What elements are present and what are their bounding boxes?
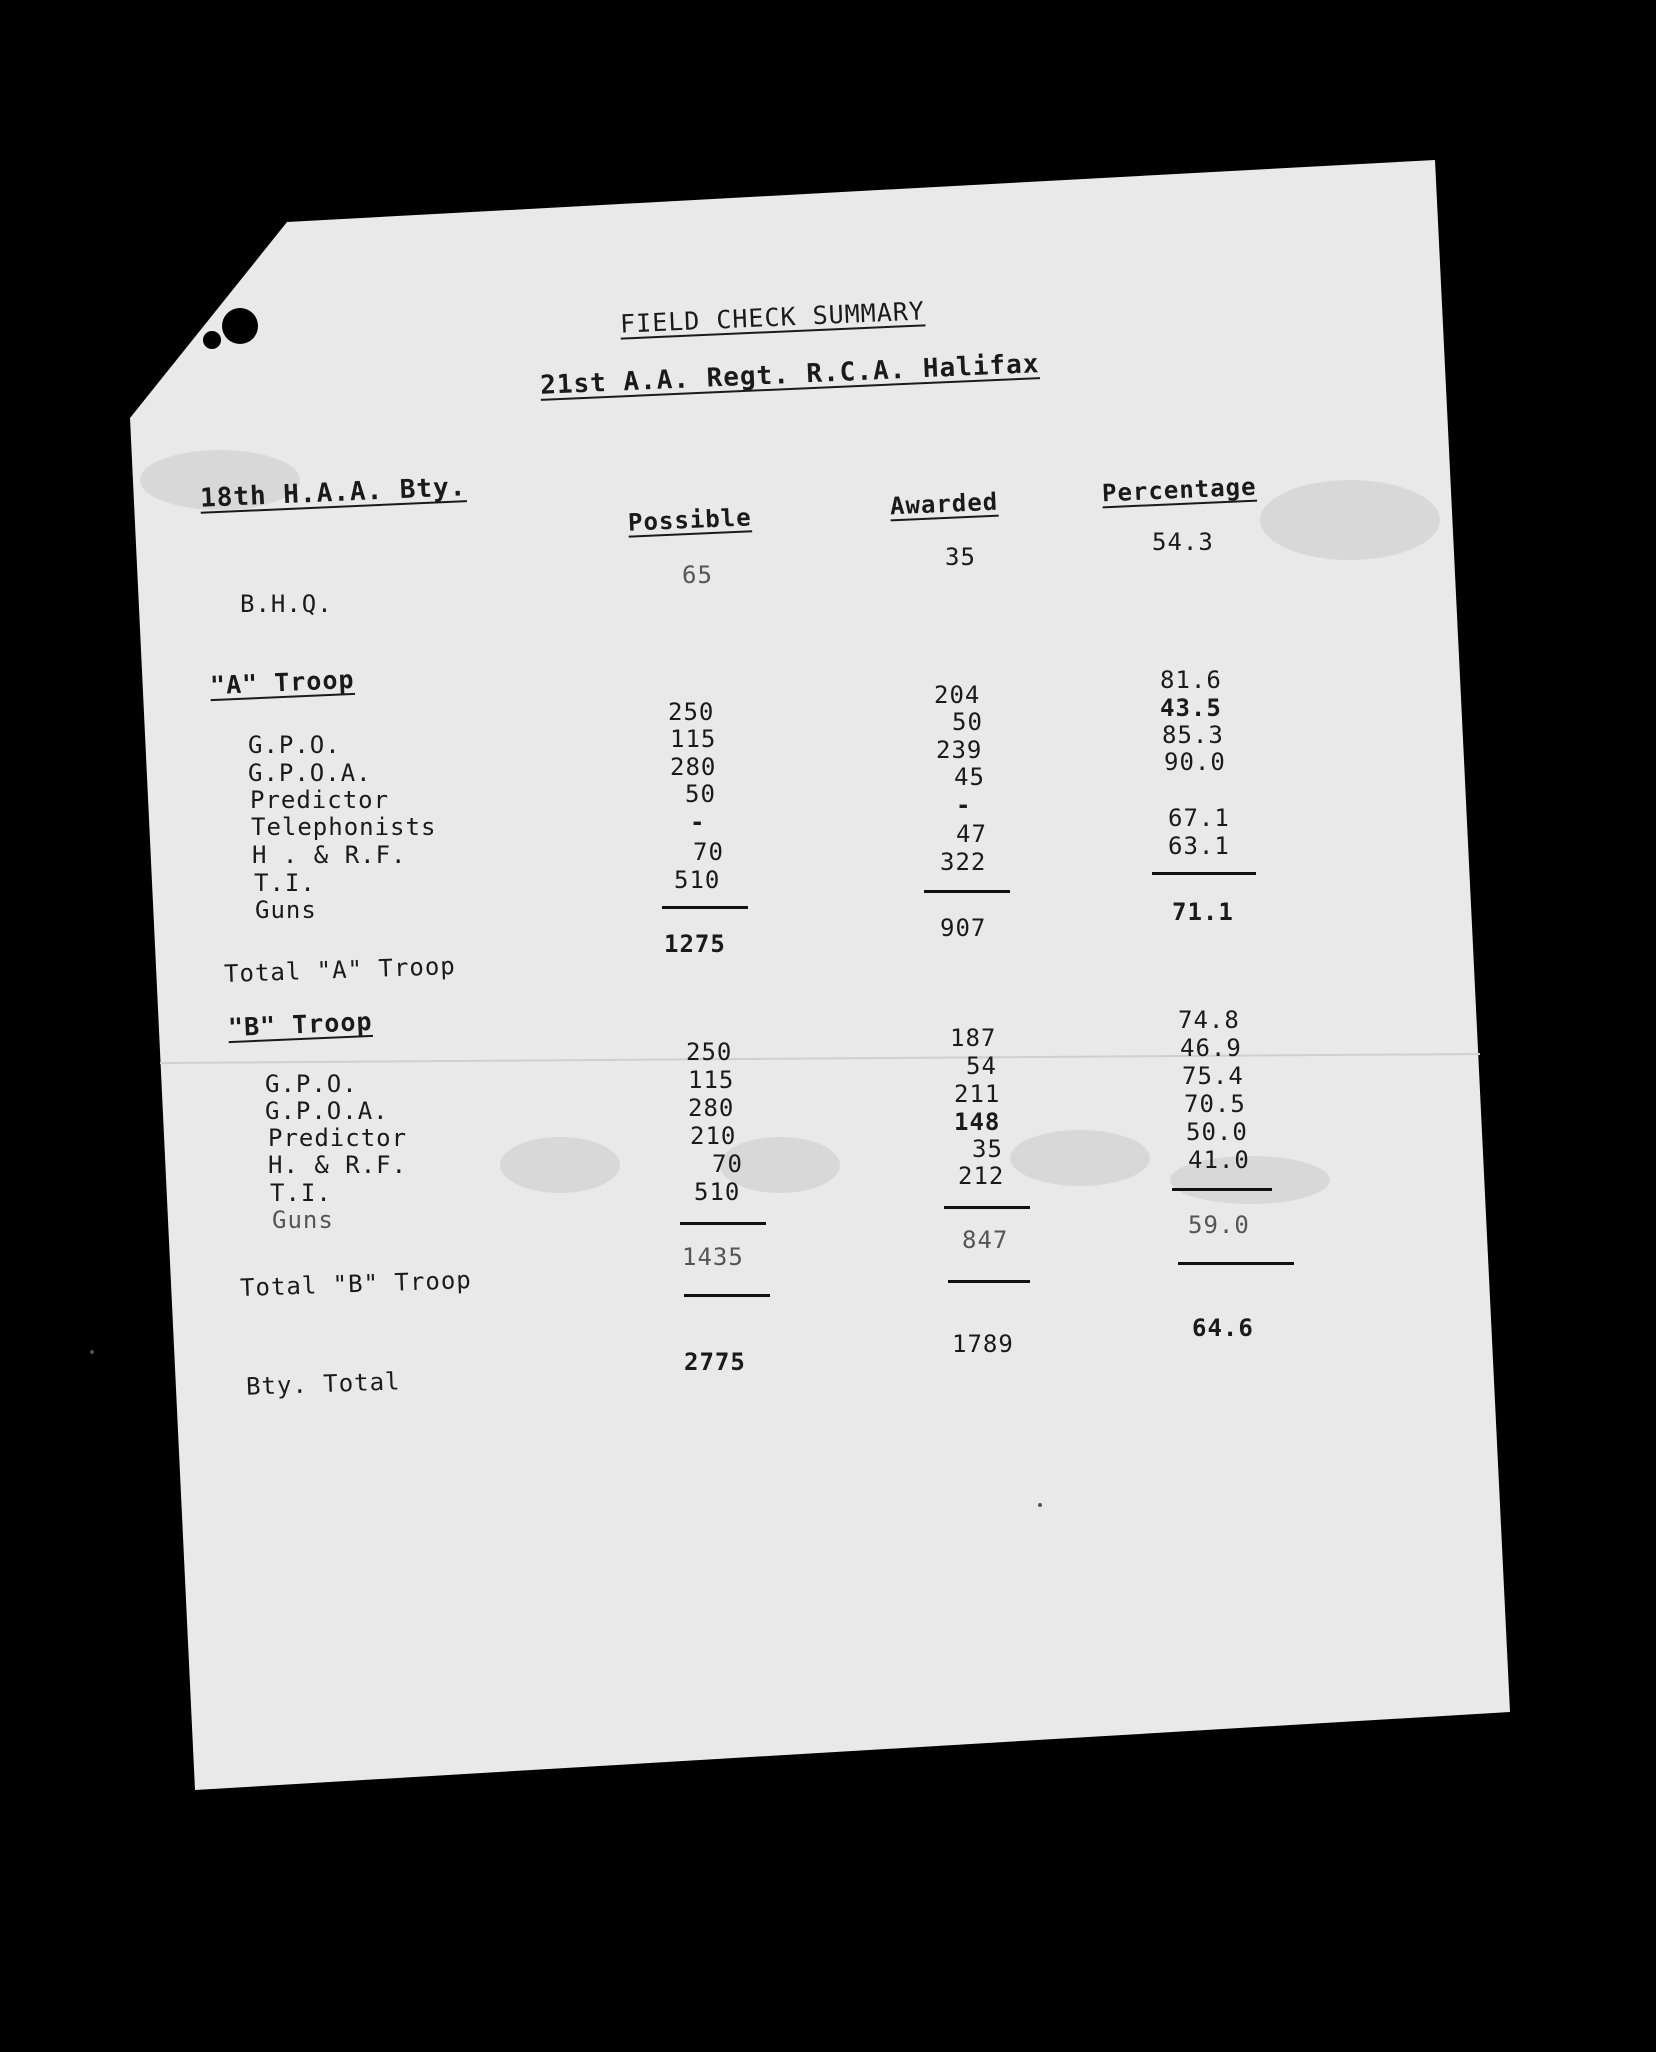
subtotal-rule — [1152, 872, 1256, 875]
battery-total-possible: 2775 — [684, 1348, 746, 1376]
troop-b-awarded: 212 — [958, 1162, 1005, 1190]
column-header-percentage: Percentage — [1101, 472, 1258, 508]
troop-a-label: Predictor — [250, 786, 390, 814]
troop-b-percentage: 50.0 — [1186, 1118, 1248, 1146]
troop-b-possible: 510 — [694, 1178, 741, 1206]
troop-a-possible: 250 — [668, 698, 715, 726]
troop-a-percentage: 43.5 — [1160, 694, 1222, 722]
troop-a-total-label: Total "A" Troop — [223, 951, 457, 989]
troop-b-total-awarded: 847 — [962, 1226, 1009, 1254]
troop-a-possible: 50 — [685, 780, 716, 808]
document-title: FIELD CHECK SUMMARY — [619, 296, 926, 339]
battery-heading: 18th H.A.A. Bty. — [199, 472, 467, 514]
troop-b-percentage: 75.4 — [1182, 1062, 1244, 1090]
subtotal-rule — [680, 1222, 766, 1225]
troop-b-possible: 250 — [686, 1038, 733, 1066]
document-subtitle: 21st A.A. Regt. R.C.A. Halifax — [539, 349, 1041, 401]
troop-a-possible: 510 — [674, 866, 721, 894]
bhq-percentage: 54.3 — [1152, 528, 1214, 556]
troop-b-total-percentage: 59.0 — [1188, 1211, 1250, 1239]
smudge — [1010, 1130, 1150, 1186]
troop-b-heading: "B" Troop — [227, 1006, 374, 1043]
troop-b-possible: 210 — [690, 1122, 737, 1150]
troop-a-percentage: 67.1 — [1168, 804, 1230, 832]
troop-a-awarded: 239 — [936, 736, 983, 764]
troop-b-percentage: 74.8 — [1178, 1006, 1240, 1034]
subtotal-rule — [944, 1206, 1030, 1209]
troop-b-label: Predictor — [268, 1124, 408, 1152]
troop-b-possible: 70 — [712, 1150, 743, 1178]
troop-b-awarded: 148 — [954, 1108, 1001, 1136]
troop-a-label: G.P.O.A. — [248, 759, 372, 787]
troop-b-label: T.I. — [270, 1179, 332, 1207]
troop-a-label: Telephonists — [251, 813, 437, 841]
subtotal-rule — [1172, 1188, 1272, 1191]
troop-a-possible: - — [690, 808, 706, 836]
column-header-awarded: Awarded — [889, 487, 999, 521]
troop-b-percentage: 41.0 — [1188, 1146, 1250, 1174]
troop-a-awarded: 50 — [952, 708, 983, 736]
troop-b-possible: 280 — [688, 1094, 735, 1122]
bhq-possible: 65 — [682, 561, 713, 589]
troop-b-awarded: 35 — [972, 1135, 1003, 1163]
troop-a-possible: 70 — [693, 838, 724, 866]
troop-a-possible: 280 — [670, 753, 717, 781]
troop-b-possible: 115 — [688, 1066, 735, 1094]
troop-a-total-possible: 1275 — [664, 930, 726, 958]
troop-a-label: G.P.O. — [248, 731, 341, 759]
troop-b-percentage: 70.5 — [1184, 1090, 1246, 1118]
troop-a-label: T.I. — [254, 869, 316, 897]
bhq-awarded: 35 — [945, 543, 976, 571]
total-rule — [1178, 1262, 1294, 1265]
troop-a-total-awarded: 907 — [940, 914, 987, 942]
troop-b-total-label: Total "B" Troop — [239, 1265, 473, 1303]
battery-total-label: Bty. Total — [245, 1367, 401, 1401]
smudge — [500, 1137, 620, 1193]
troop-a-heading: "A" Troop — [209, 664, 356, 701]
subtotal-rule — [924, 890, 1010, 893]
troop-b-awarded: 211 — [954, 1080, 1001, 1108]
troop-b-label: G.P.O. — [265, 1070, 358, 1098]
troop-a-awarded: 322 — [940, 848, 987, 876]
troop-a-label: H . & R.F. — [252, 841, 407, 869]
smudge — [1260, 480, 1440, 560]
troop-a-total-percentage: 71.1 — [1172, 898, 1234, 926]
subtotal-rule — [662, 906, 748, 909]
troop-a-awarded: 45 — [954, 763, 985, 791]
scan-dust — [90, 1350, 94, 1354]
troop-a-percentage: 63.1 — [1168, 832, 1230, 860]
troop-a-label: Guns — [255, 896, 317, 924]
troop-a-awarded: - — [956, 791, 972, 819]
punch-hole — [203, 331, 221, 349]
troop-a-percentage: 85.3 — [1162, 721, 1224, 749]
troop-a-possible: 115 — [670, 725, 717, 753]
scan-dust — [1038, 1503, 1042, 1507]
troop-b-awarded: 187 — [950, 1024, 997, 1052]
battery-total-awarded: 1789 — [952, 1330, 1014, 1358]
troop-b-awarded: 54 — [966, 1052, 997, 1080]
battery-total-percentage: 64.6 — [1192, 1314, 1254, 1342]
total-rule — [684, 1294, 770, 1297]
bhq-label: B.H.Q. — [240, 590, 333, 618]
troop-a-percentage: 90.0 — [1164, 748, 1226, 776]
troop-a-awarded: 204 — [934, 681, 981, 709]
troop-b-total-possible: 1435 — [682, 1243, 744, 1271]
troop-a-percentage: 81.6 — [1160, 666, 1222, 694]
punch-hole — [222, 308, 258, 344]
troop-a-awarded: 47 — [956, 820, 987, 848]
total-rule — [948, 1280, 1030, 1283]
troop-b-label: H. & R.F. — [268, 1151, 408, 1179]
column-header-possible: Possible — [627, 503, 753, 537]
troop-b-label: G.P.O.A. — [265, 1097, 389, 1125]
troop-b-percentage: 46.9 — [1180, 1034, 1242, 1062]
troop-b-label: Guns — [272, 1206, 334, 1234]
